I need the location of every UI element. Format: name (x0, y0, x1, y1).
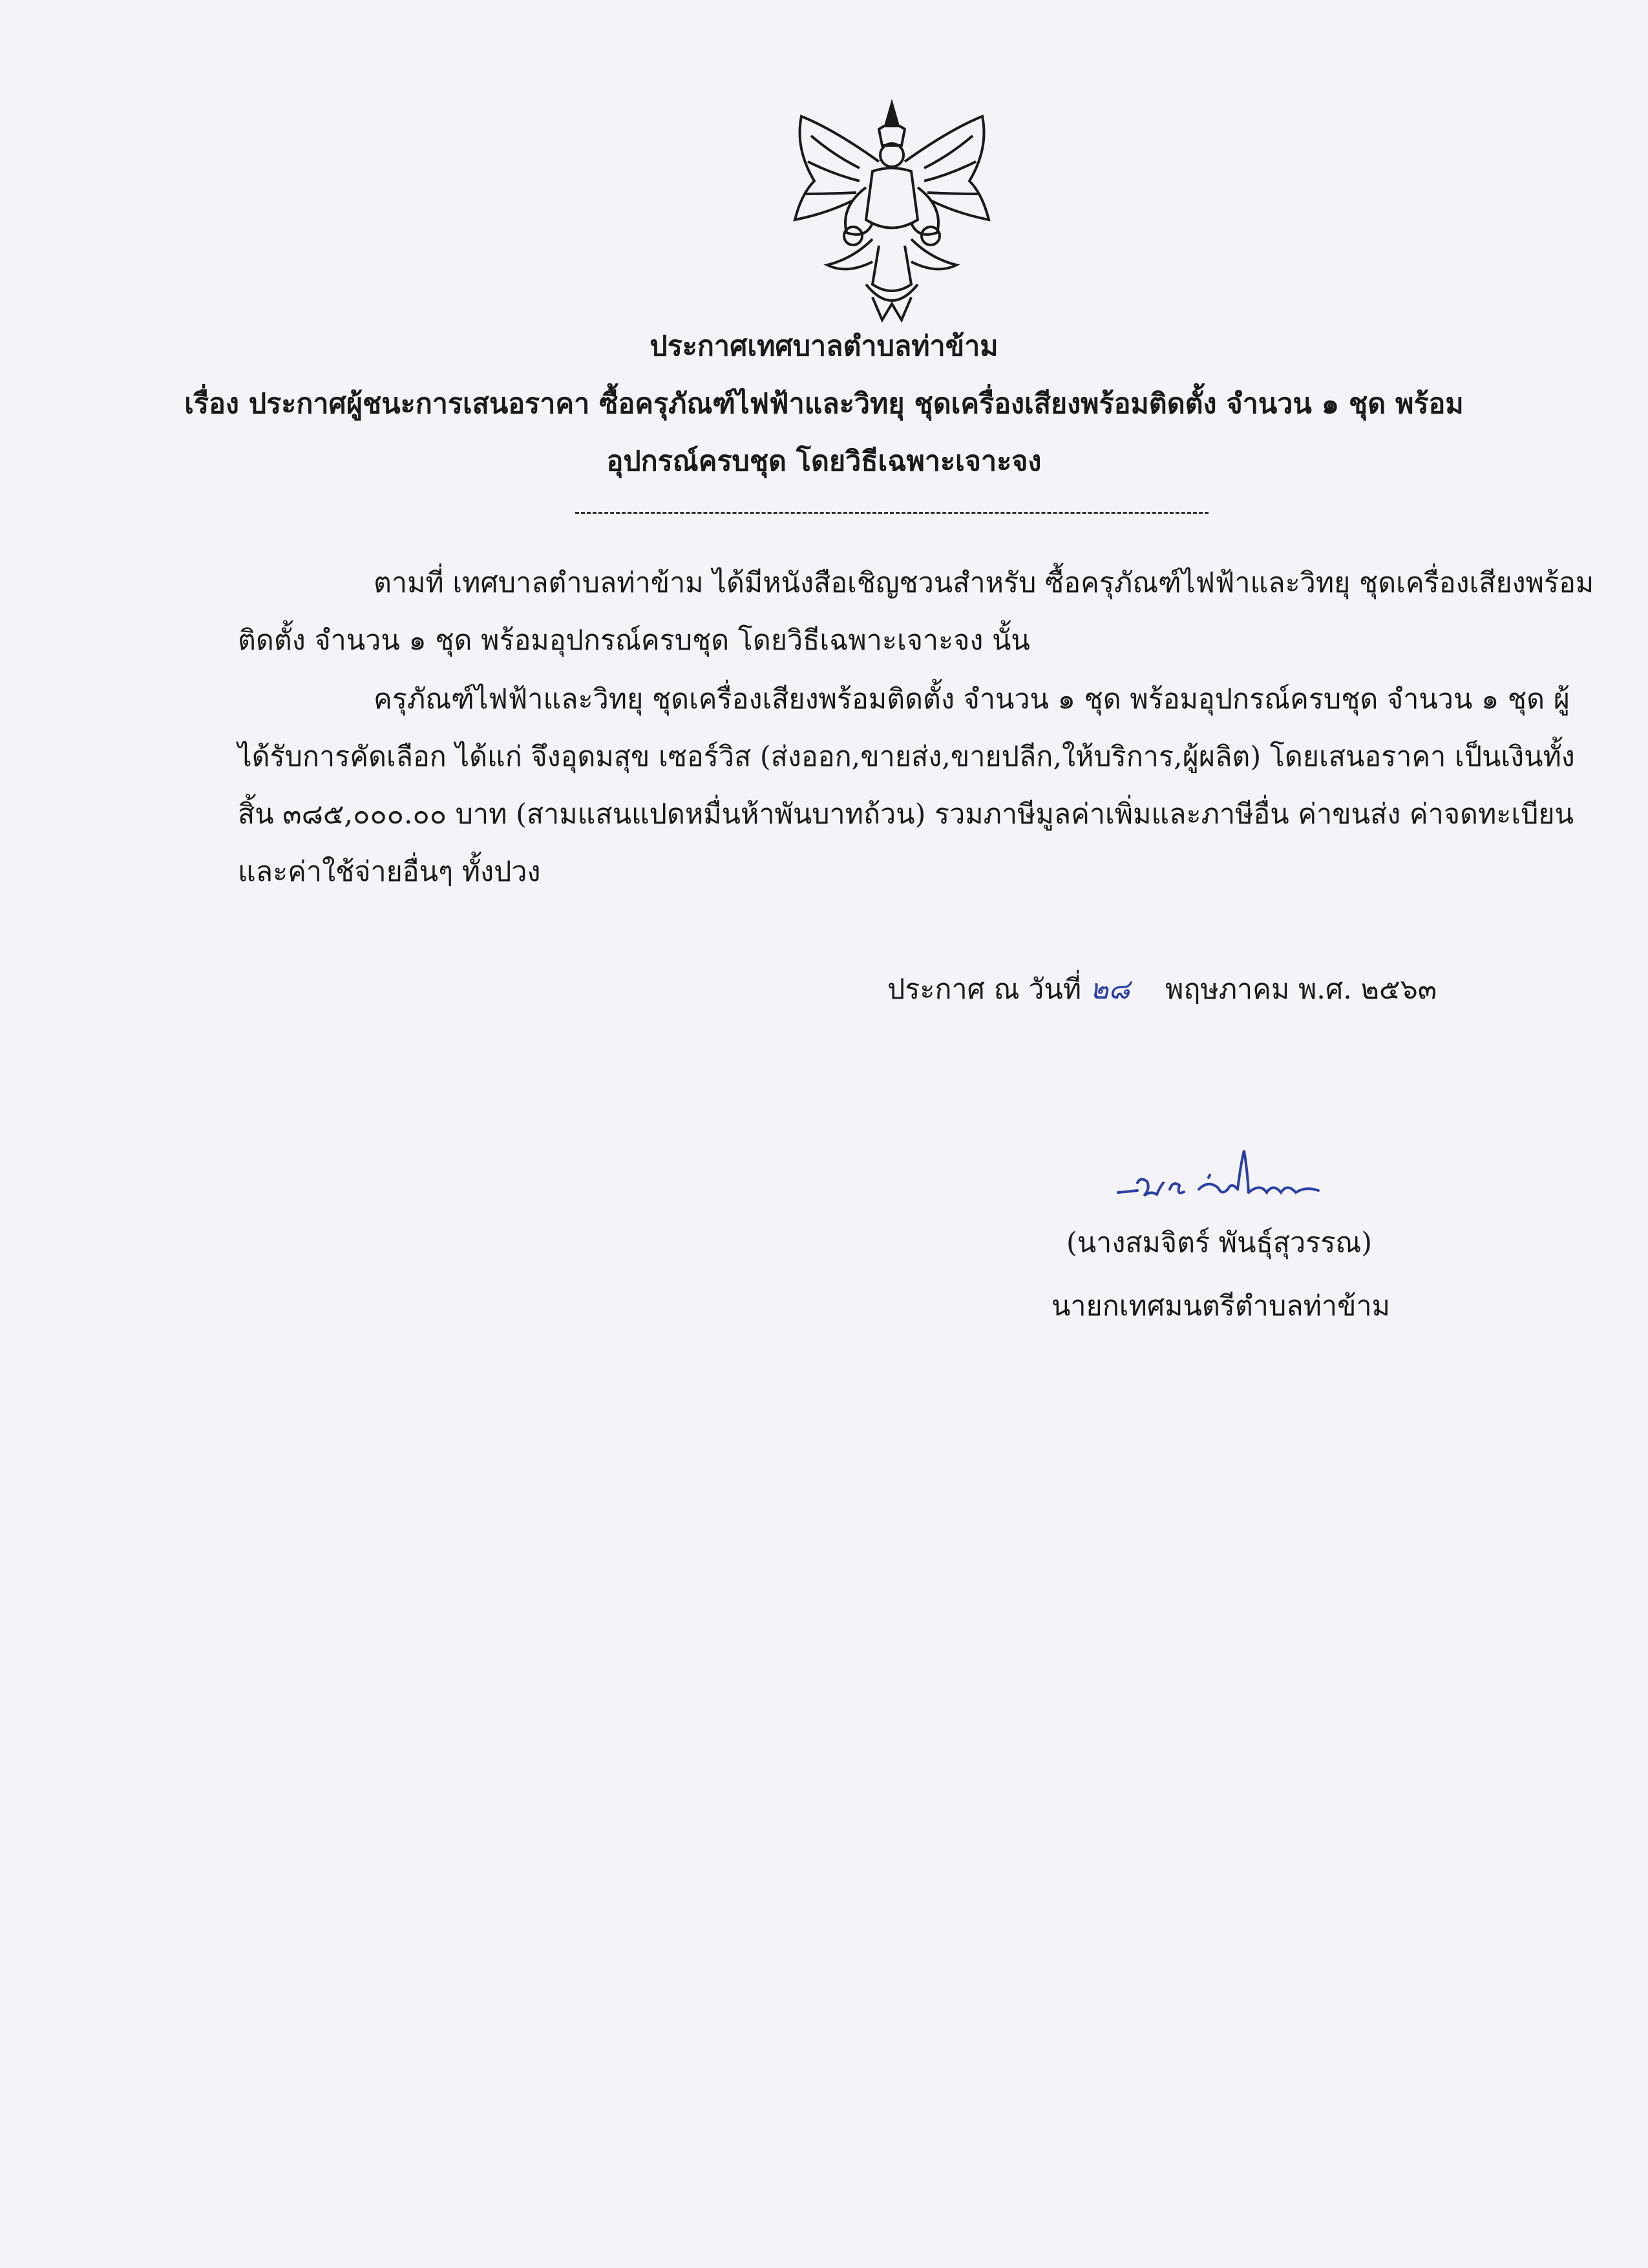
paragraph-1-line-2: ติดตั้ง จำนวน ๑ ชุด พร้อมอุปกรณ์ครบชุด โดยวิธีเฉพาะเจาะจง นั้น (238, 624, 1030, 657)
paragraph-2-line-3: สิ้น ๓๘๕,๐๐๐.๐๐ บาท (สามแสนแปดหมื่นห้าพันบาทถ้วน) รวมภาษีมูลค่าเพิ่มและภาษีอื่น ค่าขนส่ง ค่าจดทะเบียน (238, 798, 1574, 831)
signer-name: (นางสมจิตร์ พันธุ์สุวรรณ) (1066, 1227, 1373, 1259)
garuda-emblem-icon (776, 90, 1008, 330)
signer-position: นายกเทศมนตรีตำบลท่าข้าม (1051, 1290, 1390, 1322)
date-prefix: ประกาศ ณ วันที่ (887, 973, 1082, 1006)
paragraph-2-line-4: และค่าใช้จ่ายอื่นๆ ทั้งปวง (238, 856, 541, 888)
handwritten-signature-icon (1112, 1144, 1331, 1215)
announcement-date (887, 973, 1437, 1006)
paragraph-2-line-2: ได้รับการคัดเลือก ได้แก่ จึงอุดมสุข เซอร์วิส (ส่งออก,ขายส่ง,ขายปลีก,ให้บริการ,ผู้ผลิต) โดยเสนอราคา เป็นเงินทั้ง (238, 741, 1575, 773)
announcement-subject-line-1: เรื่อง ประกาศผู้ชนะการเสนอราคา ซื้อครุภัณฑ์ไฟฟ้าและวิทยุ ชุดเครื่องเสียงพร้อมติดตั้ง จำนวน ๑ ชุด พร้อม (184, 388, 1464, 420)
paragraph-2-line-1: ครุภัณฑ์ไฟฟ้าและวิทยุ ชุดเครื่องเสียงพร้อมติดตั้ง จำนวน ๑ ชุด พร้อมอุปกรณ์ครบชุด จำนวน ๑ ชุด ผู้ (374, 683, 1570, 715)
announcement-subject-line-2: อุปกรณ์ครบชุด โดยวิธีเฉพาะเจาะจง (606, 445, 1042, 478)
date-day-handwritten: ๒๘ (1090, 973, 1130, 1006)
paragraph-1-line-1: ตามที่ เทศบาลตำบลท่าข้าม ได้มีหนังสือเชิญชวนสำหรับ ซื้อครุภัณฑ์ไฟฟ้าและวิทยุ ชุดเครื่องเสียงพร้อม (374, 567, 1594, 599)
announcement-title: ประกาศเทศบาลตำบลท่าข้าม (650, 330, 998, 363)
title-divider (575, 512, 1209, 514)
date-month-year: พฤษภาคม พ.ศ. ๒๕๖๓ (1165, 973, 1437, 1006)
